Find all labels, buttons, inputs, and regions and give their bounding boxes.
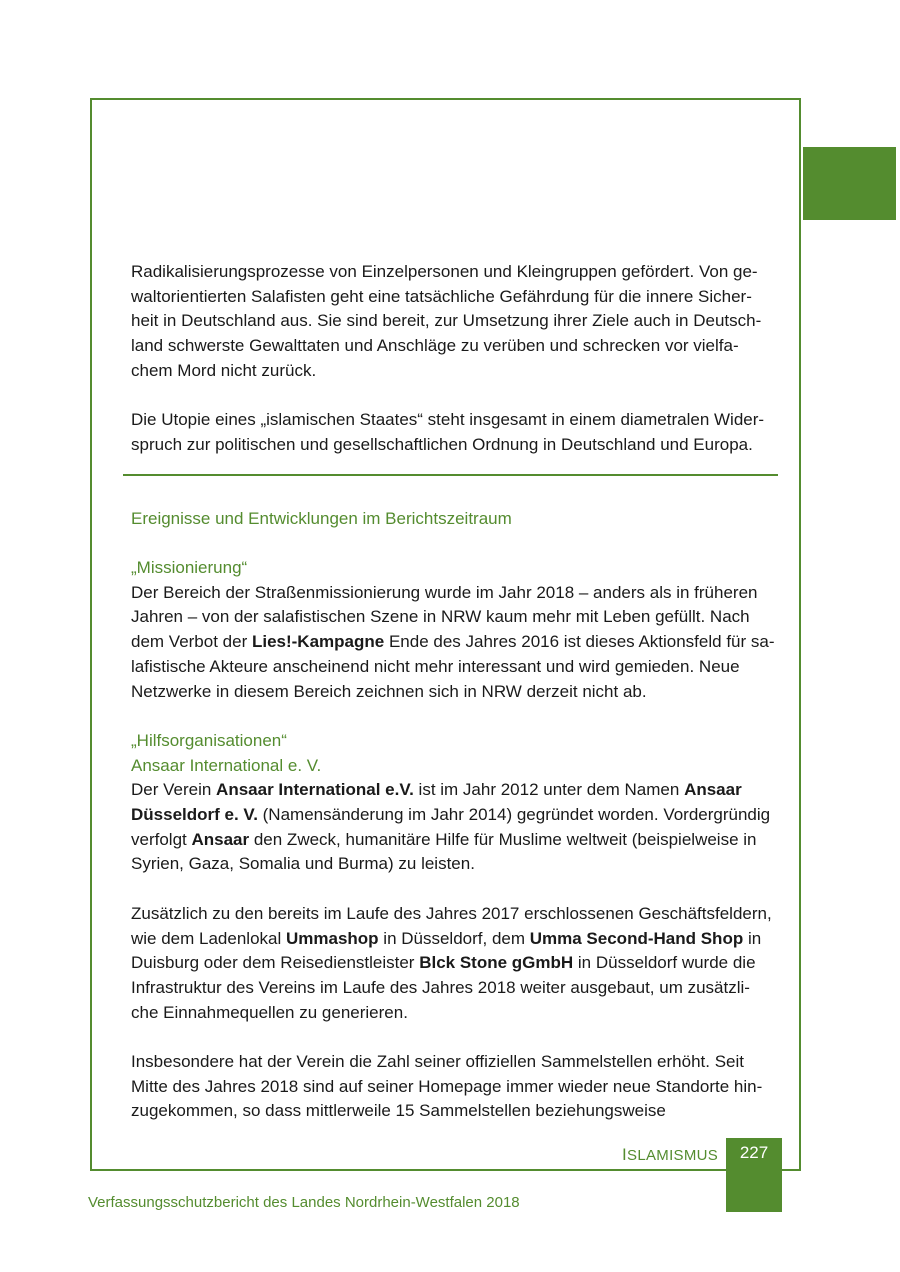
ansaar-paragraph-1: Der Verein Ansaar International e.V. ist im Jahr 2012 unter dem Namen Ansaar Düsseldorf e. V. (Namensänderung im Jahr 2014) gegründet worden. Vordergründig verfolgt Ansaar den Zweck, humanitäre Hilfe für Muslime weltweit (beispielweise in Syrien, Gaza, Somalia und Burma) zu leisten. <box>131 780 771 874</box>
page-content <box>131 260 776 1124</box>
bold-term: Lies!-Kampagne <box>251 632 385 652</box>
bold-term: Ummashop <box>285 928 379 948</box>
bold-term: Ansaar <box>684 780 742 800</box>
page-number: 227 <box>726 1138 782 1212</box>
bold-term: Ansaar <box>191 829 250 849</box>
section-divider <box>123 474 778 476</box>
bold-term: Umma Second-Hand Shop <box>529 928 744 948</box>
chapter-tab <box>803 147 896 220</box>
ansaar-paragraph-3: Insbesondere hat der Verein die Zahl seiner offiziellen Sammelstellen erhöht. Seit Mitte des Jahres 2018 sind auf seiner Homepage immer wieder neue Standorte hin- zugekommen, so dass mittlerweile 15 Sammelstellen beziehungsweise <box>131 1052 763 1121</box>
section-label: ISLAMISMUS <box>622 1145 719 1164</box>
section-heading: Ereignisse und Entwicklungen im Berichtszeitraum <box>131 508 512 528</box>
bold-term: Blck Stone gGmbH <box>419 953 574 973</box>
hilfsorganisationen-heading: „Hilfsorganisationen“ <box>131 730 287 750</box>
ansaar-paragraph-2: Zusätzlich zu den bereits im Laufe des Jahres 2017 erschlossenen Geschäftsfeldern, wie dem Ladenlokal Ummashop in Düsseldorf, dem Umma Second-Hand Shop in Duisburg oder dem Reisedienstleister Blck Stone gGmbH in Düsseldorf wurde die Infrastruktur des Vereins im Laufe des Jahres 2018 weiter ausgebaut, um zusätzli- che Einnahmequellen zu generieren. <box>131 903 772 1022</box>
intro-paragraph-1: Radikalisierungsprozesse von Einzelpersonen und Kleingruppen gefördert. Von ge- waltorientierten Salafisten geht eine tatsächliche Gefährdung für die innere Sicher- heit in Deutschland aus. Sie sind bereit, zur Umsetzung ihrer Ziele auch in Deutsch- land schwerste Gewalttaten und Anschläge zu verüben und schrecken vor vielfa- chem Mord nicht zurück. <box>131 262 762 380</box>
report-caption: Verfassungsschutzbericht des Landes Nordrhein-Westfalen 2018 <box>88 1194 520 1211</box>
missionierung-paragraph: Der Bereich der Straßenmissionierung wurde im Jahr 2018 – anders als in früheren Jahren – von der salafistischen Szene in NRW kaum mehr mit Leben gefüllt. Nach dem Verbot der Lies!-Kampagne Ende des Jahres 2016 ist dieses Aktionsfeld für sa- lafistische Akteure anscheinend nicht mehr interessant und wird gemieden. Neue Netzwerke in diesem Bereich zeichnen sich in NRW derzeit nicht ab. <box>131 582 775 701</box>
ansaar-subheading: Ansaar International e. V. <box>131 755 322 775</box>
bold-term: Düsseldorf e. V. <box>131 805 258 825</box>
intro-paragraph-2: Die Utopie eines „islamischen Staates“ steht insgesamt in einem diametralen Wider- spruch zur politischen und gesellschaftlichen Ordnung in Deutschland und Europa. <box>131 410 765 454</box>
missionierung-heading: „Missionierung“ <box>131 558 248 577</box>
bold-term: Ansaar International e.V. <box>216 780 414 800</box>
